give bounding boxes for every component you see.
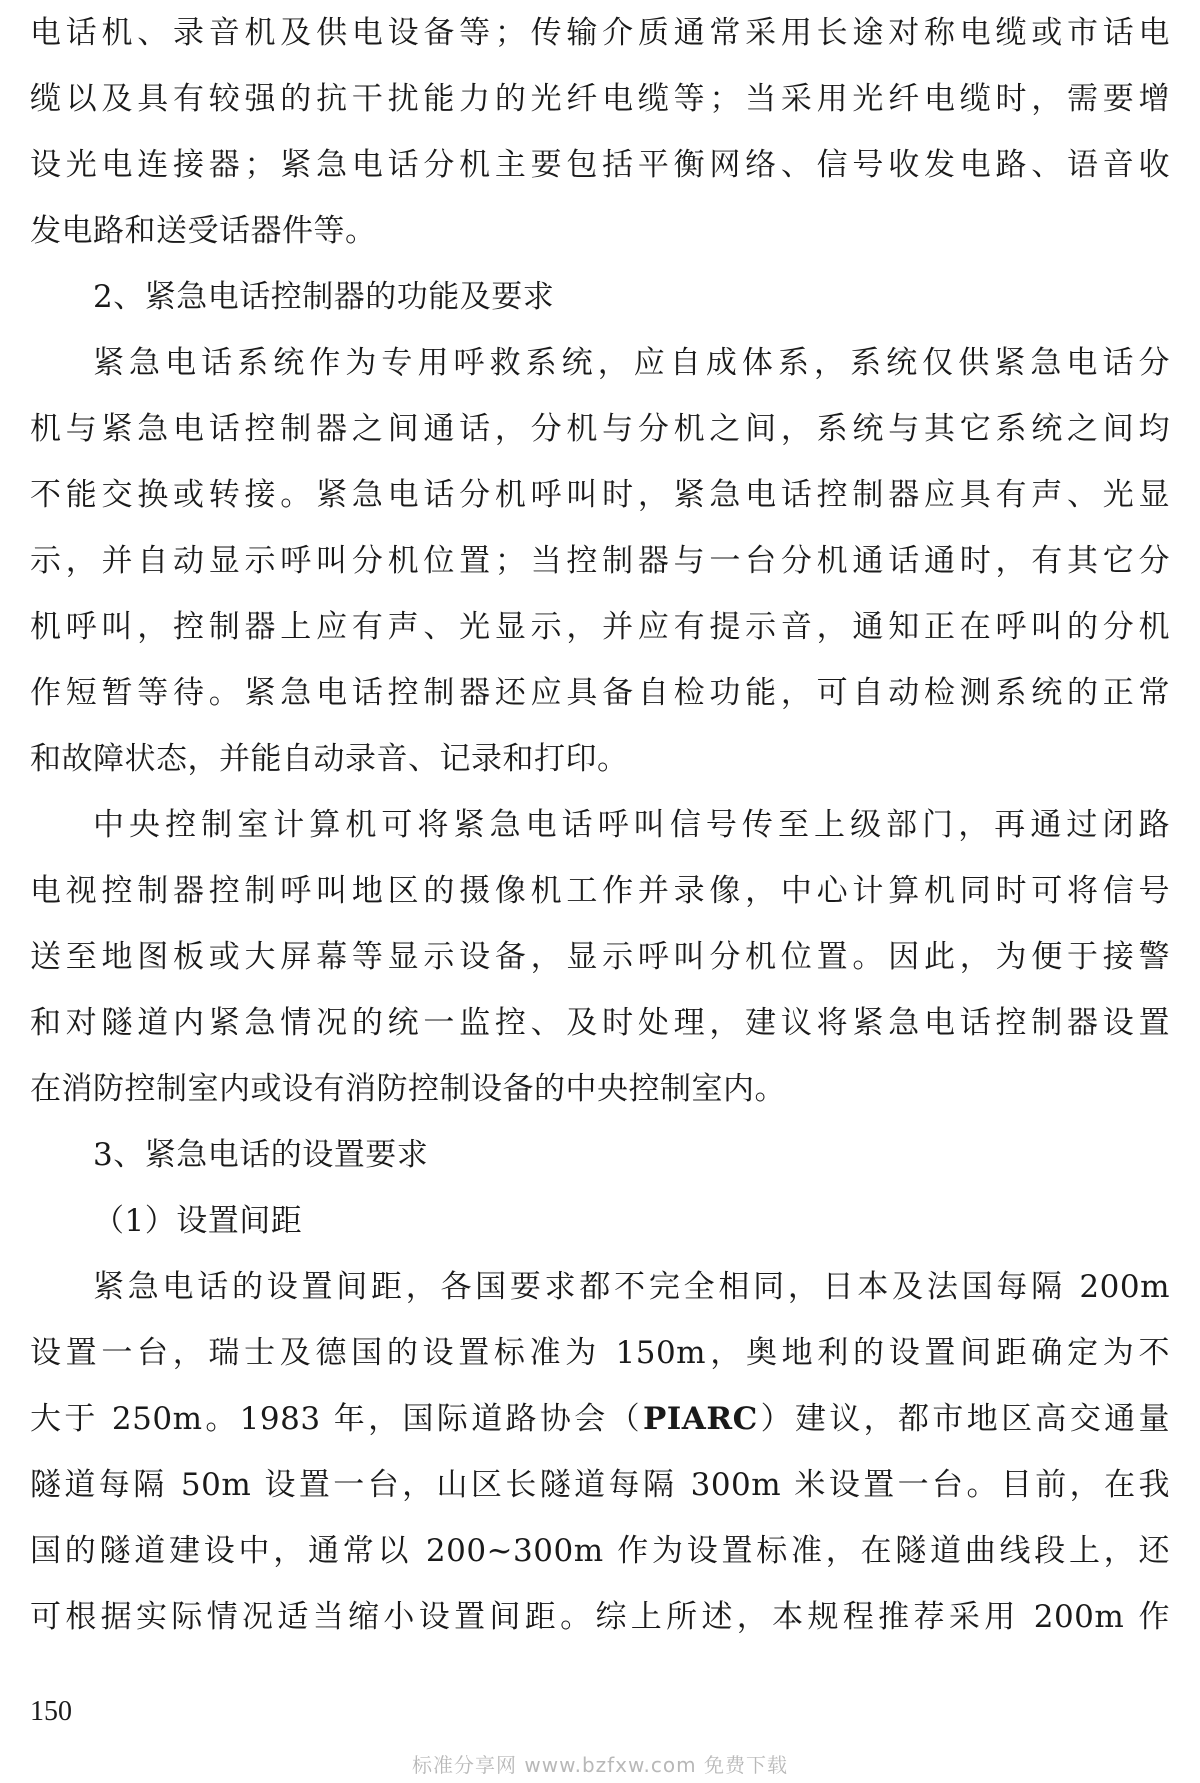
paragraph-2-line: 紧急电话系统作为专用呼救系统，应自成体系，系统仅供紧急电话分	[93, 345, 1170, 381]
paragraph-4-line: 国的隧道建设中，通常以 200~300m 作为设置标准，在隧道曲线段上，还	[30, 1533, 1170, 1569]
paragraph-3-line: 送至地图板或大屏幕等显示设备，显示呼叫分机位置。因此，为便于接警	[30, 939, 1170, 975]
paragraph-4-text-segment: ）建议，都市地区高交通量	[757, 1401, 1170, 1437]
paragraph-4-text-segment: 大于 250m。1983 年，国际道路协会（	[30, 1401, 643, 1437]
paragraph-4-line: 隧道每隔 50m 设置一台，山区长隧道每隔 300m 米设置一台。目前，在我	[30, 1467, 1170, 1503]
paragraph-2-line: 和故障状态，并能自动录音、记录和打印。	[30, 741, 629, 777]
paragraph-2-line: 机呼叫，控制器上应有声、光显示，并应有提示音，通知正在呼叫的分机	[30, 609, 1170, 645]
piarc-abbreviation: PIARC	[642, 1401, 758, 1437]
paragraph-2-line: 作短暂等待。紧急电话控制器还应具备自检功能，可自动检测系统的正常	[30, 675, 1170, 711]
subsection-heading-3-1: （1）设置间距	[93, 1203, 303, 1239]
paragraph-2-line: 机与紧急电话控制器之间通话，分机与分机之间，系统与其它系统之间均	[30, 411, 1170, 447]
section-heading-3: 3、紧急电话的设置要求	[93, 1137, 429, 1173]
paragraph-3-line: 电视控制器控制呼叫地区的摄像机工作并录像，中心计算机同时可将信号	[30, 873, 1170, 909]
paragraph-4-line-with-bold	[30, 1386, 1170, 1452]
watermark-footer: 标准分享网 www.bzfxw.com 免费下载	[412, 1753, 788, 1777]
paragraph-3-line: 中央控制室计算机可将紧急电话呼叫信号传至上级部门，再通过闭路	[93, 807, 1170, 843]
paragraph-3-line: 在消防控制室内或设有消防控制设备的中央控制室内。	[30, 1071, 786, 1107]
paragraph-4-line: 设置一台，瑞士及德国的设置标准为 150m，奥地利的设置间距确定为不	[30, 1335, 1170, 1371]
paragraph-1-line: 电话机、录音机及供电设备等；传输介质通常采用长途对称电缆或市话电	[30, 15, 1170, 51]
paragraph-1-line: 缆以及具有较强的抗干扰能力的光纤电缆等；当采用光纤电缆时，需要增	[30, 81, 1170, 117]
paragraph-1-line: 设光电连接器；紧急电话分机主要包括平衡网络、信号收发电路、语音收	[30, 147, 1170, 183]
paragraph-2-line: 不能交换或转接。紧急电话分机呼叫时，紧急电话控制器应具有声、光显	[30, 477, 1170, 513]
paragraph-4-line: 紧急电话的设置间距，各国要求都不完全相同，日本及法国每隔 200m	[93, 1269, 1170, 1305]
page-number: 150	[30, 1696, 72, 1727]
paragraph-1-line: 发电路和送受话器件等。	[30, 213, 377, 249]
paragraph-2-line: 示，并自动显示呼叫分机位置；当控制器与一台分机通话通时，有其它分	[30, 543, 1170, 579]
paragraph-4-line: 可根据实际情况适当缩小设置间距。综上所述，本规程推荐采用 200m 作	[30, 1599, 1170, 1635]
paragraph-3-line: 和对隧道内紧急情况的统一监控、及时处理，建议将紧急电话控制器设置	[30, 1005, 1170, 1041]
section-heading-2: 2、紧急电话控制器的功能及要求	[93, 279, 555, 315]
